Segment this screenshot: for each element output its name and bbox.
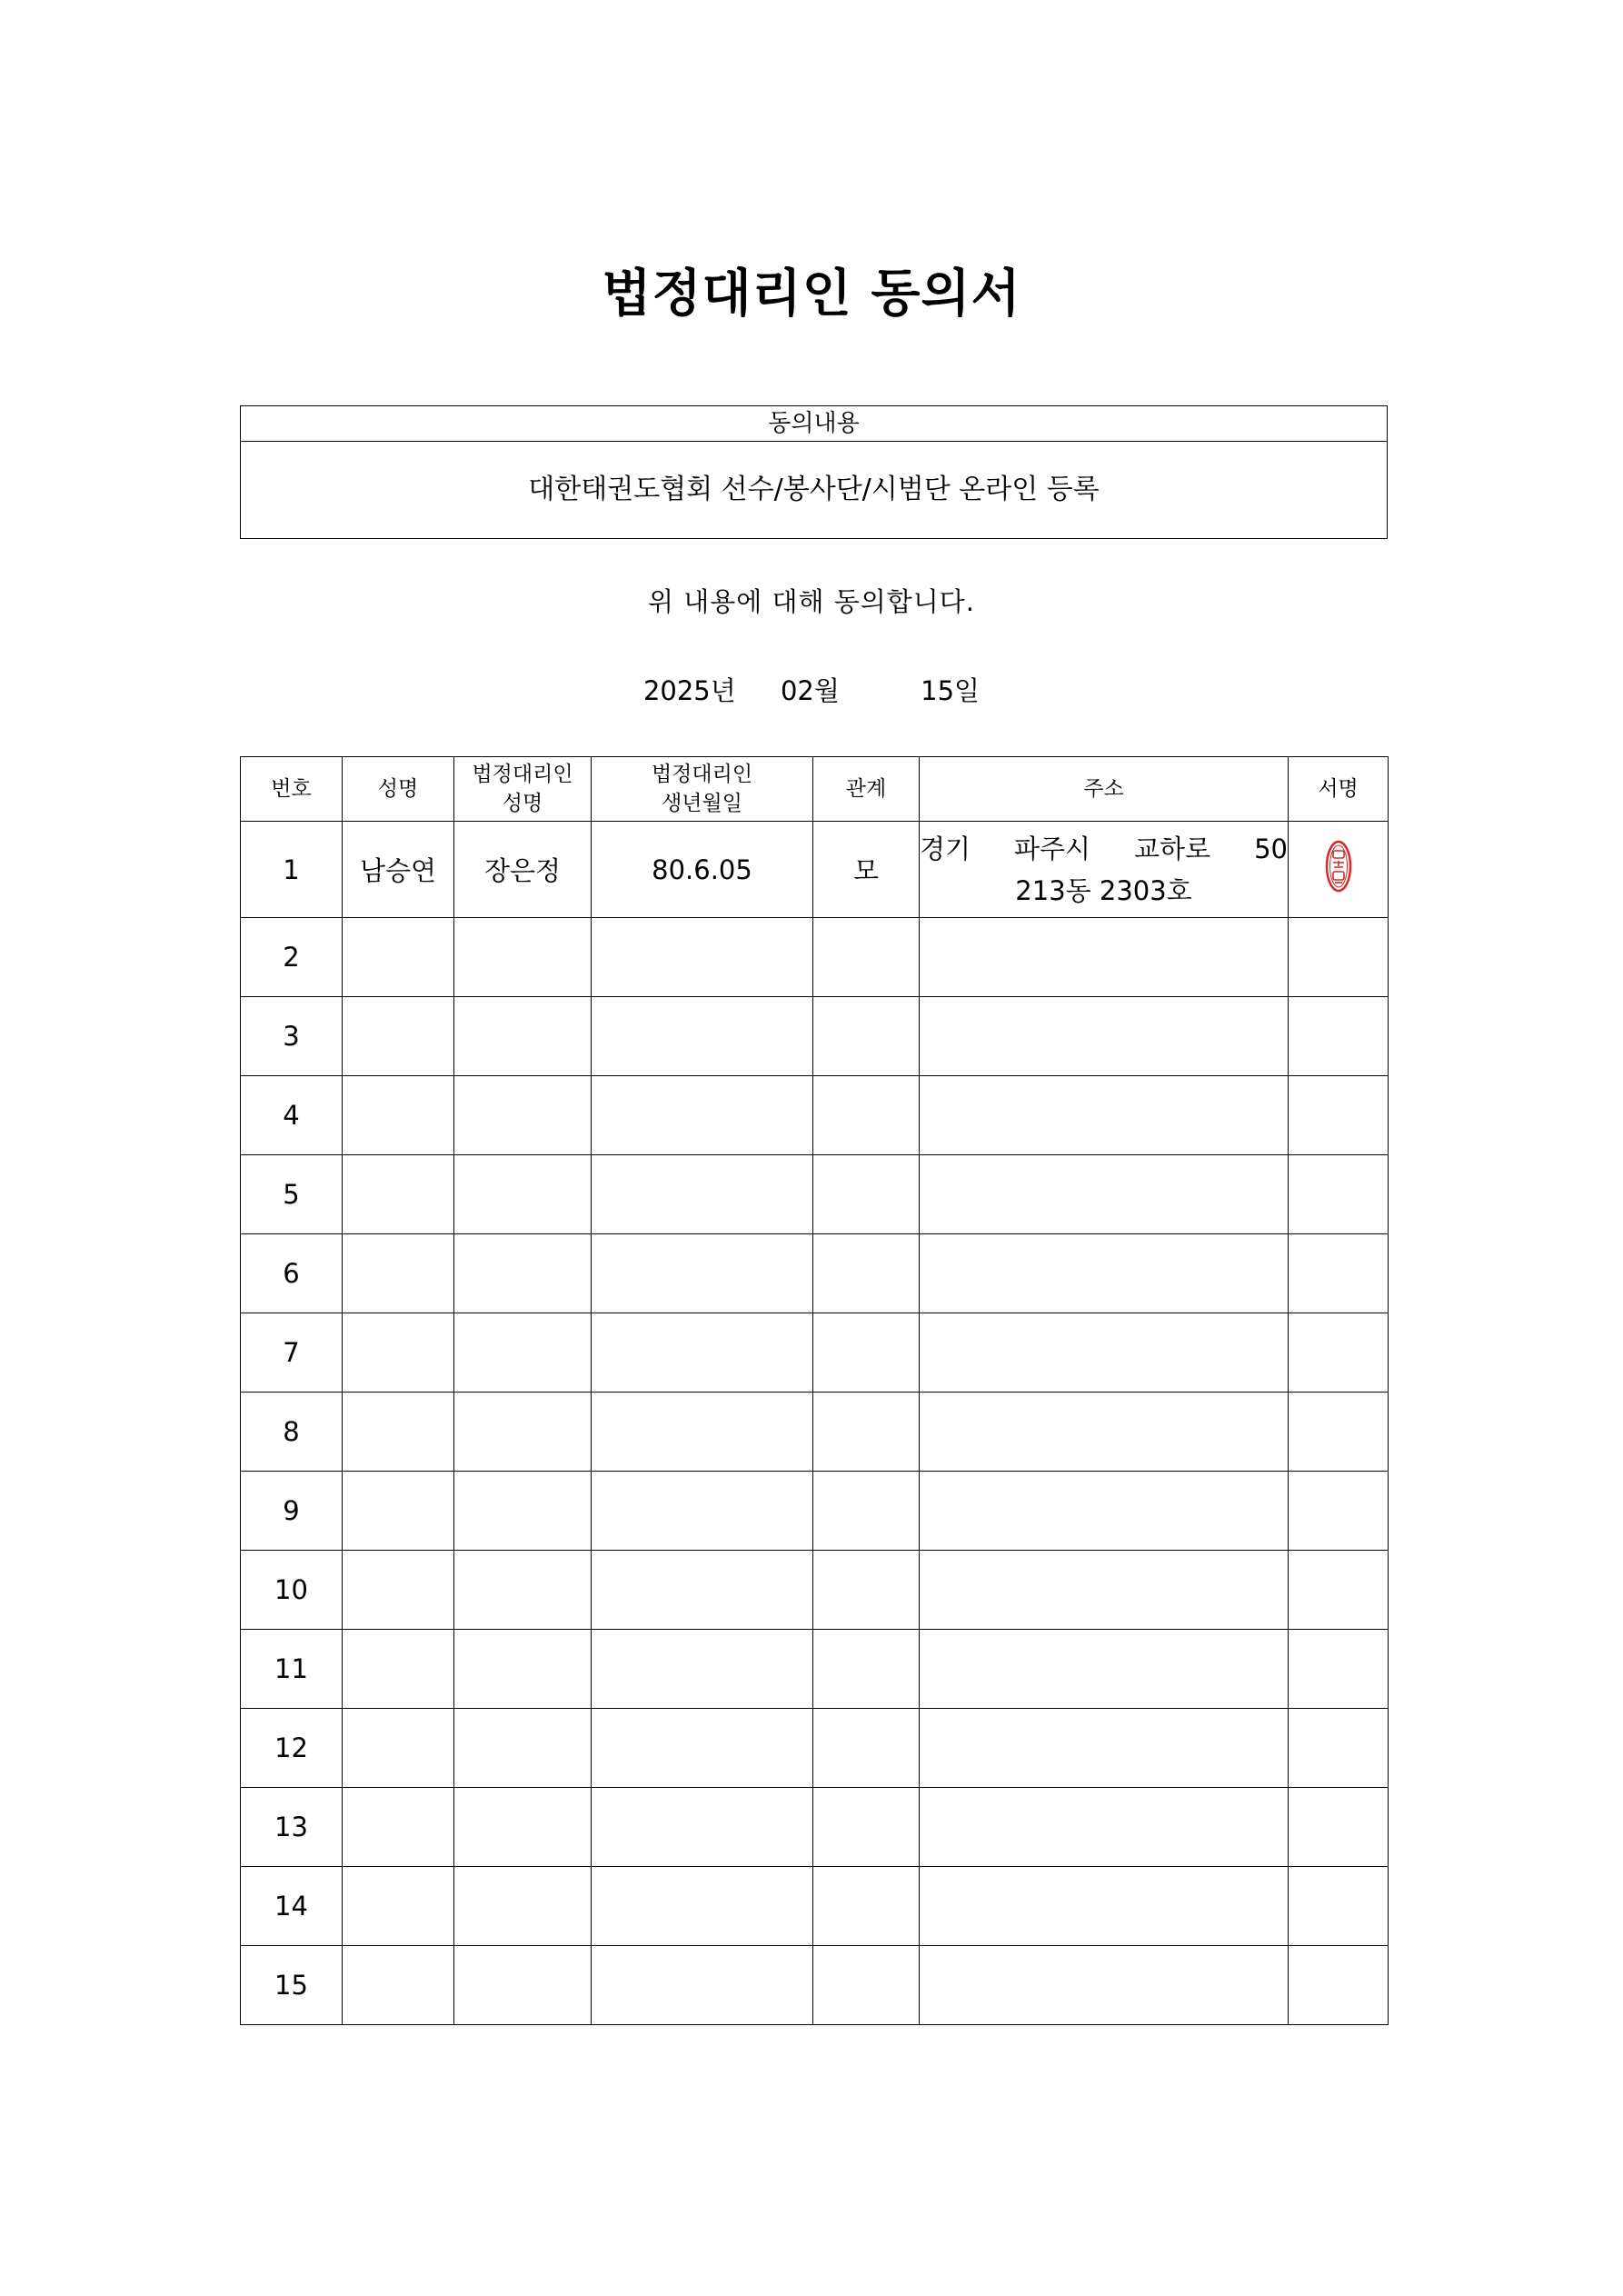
cell-guardian-name bbox=[454, 1076, 592, 1155]
cell-signature bbox=[1289, 1946, 1389, 2025]
cell-signature bbox=[1289, 822, 1389, 918]
page-title: 법정대리인 동의서 bbox=[602, 264, 1021, 324]
address-word: 50 bbox=[1254, 833, 1288, 864]
cell-address bbox=[920, 822, 1289, 918]
cell-guardian-name bbox=[454, 1709, 592, 1788]
cell-address bbox=[920, 1393, 1289, 1472]
address-line2: 213동 2303호 bbox=[1015, 874, 1192, 906]
table-row bbox=[241, 1867, 1389, 1946]
cell-guardian-name bbox=[454, 1630, 592, 1709]
address-word: 경기 bbox=[920, 833, 971, 864]
cell-address bbox=[920, 1551, 1289, 1630]
cell-guardian-birth bbox=[592, 1472, 813, 1551]
cell-guardian-birth bbox=[592, 1551, 813, 1630]
cell-name bbox=[343, 1313, 454, 1393]
header-guardian-name bbox=[454, 757, 592, 822]
table-row bbox=[241, 1393, 1389, 1472]
cell-signature bbox=[1289, 1709, 1389, 1788]
cell-relation bbox=[813, 1630, 920, 1709]
cell-relation bbox=[813, 1076, 920, 1155]
header-address: 주소 bbox=[920, 757, 1289, 822]
cell-name bbox=[343, 1393, 454, 1472]
cell-address bbox=[920, 1234, 1289, 1313]
table-row bbox=[241, 1155, 1389, 1234]
cell-signature bbox=[1289, 1155, 1389, 1234]
cell-relation bbox=[813, 1155, 920, 1234]
cell-address bbox=[920, 997, 1289, 1076]
cell-signature bbox=[1289, 997, 1389, 1076]
cell-no: 5 bbox=[241, 1155, 343, 1234]
date-day: 15일 bbox=[921, 675, 981, 706]
cell-signature bbox=[1289, 1393, 1389, 1472]
cell-guardian-name bbox=[454, 997, 592, 1076]
cell-guardian-birth bbox=[592, 1788, 813, 1867]
cell-relation bbox=[813, 918, 920, 997]
header-guardian-birth-line2: 생년월일 bbox=[662, 792, 742, 815]
header-guardian-name-line1: 법정대리인 bbox=[472, 763, 573, 786]
cell-signature bbox=[1289, 1472, 1389, 1551]
cell-guardian-birth bbox=[592, 997, 813, 1076]
cell-no: 6 bbox=[241, 1234, 343, 1313]
cell-no: 14 bbox=[241, 1867, 343, 1946]
cell-no: 7 bbox=[241, 1313, 343, 1393]
cell-no: 10 bbox=[241, 1551, 343, 1630]
cell-no: 9 bbox=[241, 1472, 343, 1551]
cell-no: 3 bbox=[241, 997, 343, 1076]
cell-guardian-name bbox=[454, 1472, 592, 1551]
header-relation: 관계 bbox=[813, 757, 920, 822]
cell-guardian-name bbox=[454, 1788, 592, 1867]
table-row bbox=[241, 1472, 1389, 1551]
address-word: 교하로 bbox=[1134, 833, 1211, 864]
date-year: 2025년 bbox=[642, 675, 736, 706]
cell-name bbox=[343, 1709, 454, 1788]
cell-name bbox=[343, 1946, 454, 2025]
address-line1 bbox=[920, 828, 1288, 870]
cell-address bbox=[920, 918, 1289, 997]
table-row bbox=[241, 1630, 1389, 1709]
cell-name bbox=[343, 918, 454, 997]
table-row bbox=[241, 1551, 1389, 1630]
cell-name bbox=[343, 1076, 454, 1155]
cell-no: 1 bbox=[241, 822, 343, 918]
guardian-table bbox=[240, 756, 1389, 2025]
cell-name bbox=[343, 1867, 454, 1946]
cell-name bbox=[343, 1630, 454, 1709]
cell-address bbox=[920, 1155, 1289, 1234]
cell-signature bbox=[1289, 918, 1389, 997]
cell-no: 11 bbox=[241, 1630, 343, 1709]
cell-signature bbox=[1289, 1788, 1389, 1867]
cell-name bbox=[343, 1234, 454, 1313]
cell-relation bbox=[813, 1709, 920, 1788]
cell-address bbox=[920, 1709, 1289, 1788]
cell-signature bbox=[1289, 1313, 1389, 1393]
cell-guardian-birth bbox=[592, 918, 813, 997]
cell-address bbox=[920, 1472, 1289, 1551]
header-guardian-birth-line1: 법정대리인 bbox=[651, 763, 753, 786]
cell-guardian-name bbox=[454, 1155, 592, 1234]
cell-relation bbox=[813, 1946, 920, 2025]
cell-guardian-birth bbox=[592, 1946, 813, 2025]
cell-no: 8 bbox=[241, 1393, 343, 1472]
agreement-statement: 위 내용에 대해 동의합니다. bbox=[647, 586, 976, 617]
cell-relation bbox=[813, 1472, 920, 1551]
cell-relation bbox=[813, 1551, 920, 1630]
cell-name bbox=[343, 1551, 454, 1630]
cell-no: 15 bbox=[241, 1946, 343, 2025]
cell-address bbox=[920, 1788, 1289, 1867]
cell-signature bbox=[1289, 1076, 1389, 1155]
header-guardian-name-line2: 성명 bbox=[502, 792, 543, 815]
cell-address bbox=[920, 1946, 1289, 2025]
cell-relation bbox=[813, 997, 920, 1076]
cell-guardian-birth bbox=[592, 1155, 813, 1234]
cell-signature bbox=[1289, 1551, 1389, 1630]
cell-signature bbox=[1289, 1234, 1389, 1313]
cell-guardian-birth bbox=[592, 1076, 813, 1155]
cell-guardian-name bbox=[454, 1234, 592, 1313]
cell-name bbox=[343, 1788, 454, 1867]
table-row bbox=[241, 1234, 1389, 1313]
date-line bbox=[0, 673, 1623, 709]
cell-signature bbox=[1289, 1630, 1389, 1709]
table-row bbox=[241, 918, 1389, 997]
table-row bbox=[241, 1709, 1389, 1788]
table-header-row bbox=[241, 757, 1389, 822]
cell-guardian-name bbox=[454, 1946, 592, 2025]
cell-no: 2 bbox=[241, 918, 343, 997]
cell-signature bbox=[1289, 1867, 1389, 1946]
consent-body: 대한태권도협회 선수/봉사단/시범단 온라인 등록 bbox=[528, 474, 1100, 505]
cell-guardian-birth bbox=[592, 1867, 813, 1946]
cell-guardian-name bbox=[454, 1551, 592, 1630]
cell-relation bbox=[813, 1867, 920, 1946]
table-row bbox=[241, 1946, 1389, 2025]
table-row bbox=[241, 997, 1389, 1076]
header-signature: 서명 bbox=[1289, 757, 1389, 822]
address-word: 파주시 bbox=[1014, 833, 1091, 864]
cell-address bbox=[920, 1867, 1289, 1946]
cell-relation: 모 bbox=[813, 822, 920, 918]
cell-guardian-name: 장은정 bbox=[454, 822, 592, 918]
cell-address bbox=[920, 1313, 1289, 1393]
cell-no: 12 bbox=[241, 1709, 343, 1788]
header-name: 성명 bbox=[343, 757, 454, 822]
cell-guardian-birth bbox=[592, 1630, 813, 1709]
seal-stamp-graphic bbox=[1325, 840, 1352, 893]
table-row bbox=[241, 1313, 1389, 1393]
cell-guardian-birth bbox=[592, 1234, 813, 1313]
cell-no: 13 bbox=[241, 1788, 343, 1867]
cell-name bbox=[343, 1155, 454, 1234]
cell-relation bbox=[813, 1234, 920, 1313]
cell-relation bbox=[813, 1313, 920, 1393]
header-no: 번호 bbox=[241, 757, 343, 822]
cell-guardian-name bbox=[454, 1393, 592, 1472]
cell-name bbox=[343, 1472, 454, 1551]
cell-no: 4 bbox=[241, 1076, 343, 1155]
cell-guardian-name bbox=[454, 1867, 592, 1946]
seal-stamp-icon bbox=[1325, 840, 1352, 893]
consent-box bbox=[240, 405, 1388, 539]
cell-guardian-birth bbox=[592, 1393, 813, 1472]
table-row bbox=[241, 1788, 1389, 1867]
cell-relation bbox=[813, 1393, 920, 1472]
table-row bbox=[241, 822, 1389, 918]
cell-guardian-name bbox=[454, 1313, 592, 1393]
cell-guardian-birth bbox=[592, 1709, 813, 1788]
table-row bbox=[241, 1076, 1389, 1155]
cell-relation bbox=[813, 1788, 920, 1867]
cell-guardian-name bbox=[454, 918, 592, 997]
cell-name bbox=[343, 997, 454, 1076]
cell-name: 남승연 bbox=[343, 822, 454, 918]
date-month: 02월 bbox=[780, 675, 840, 706]
header-guardian-birth bbox=[592, 757, 813, 822]
consent-header: 동의내용 bbox=[241, 406, 1387, 442]
cell-address bbox=[920, 1076, 1289, 1155]
cell-address bbox=[920, 1630, 1289, 1709]
cell-guardian-birth: 80.6.05 bbox=[592, 822, 813, 918]
cell-guardian-birth bbox=[592, 1313, 813, 1393]
